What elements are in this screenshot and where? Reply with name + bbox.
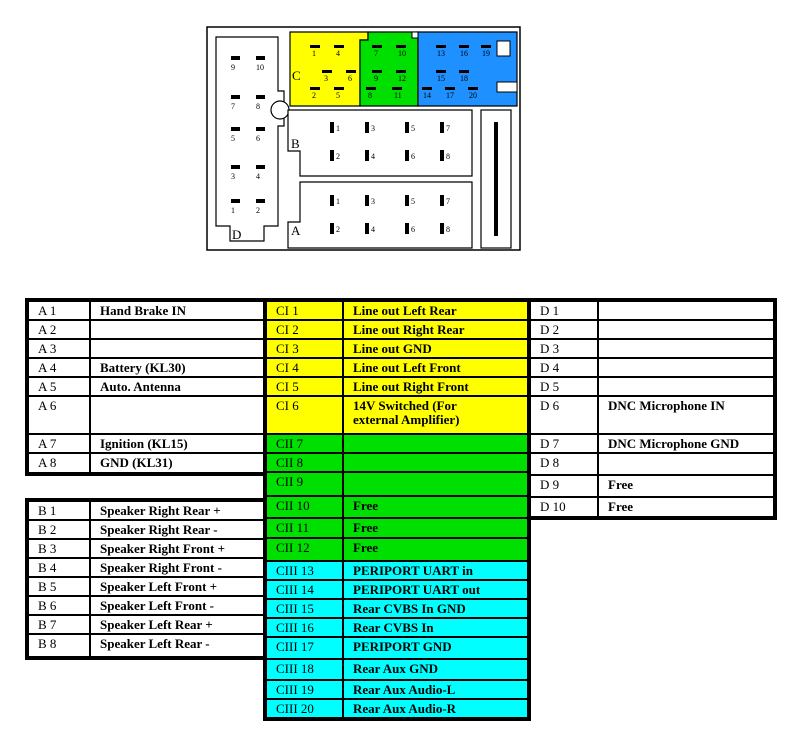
pin-id-cell: CIII 13 (266, 561, 343, 580)
pin-number: 1 (336, 197, 340, 206)
pin-number: 3 (231, 172, 235, 181)
pin-contact (440, 122, 444, 133)
pin-contact (372, 70, 382, 73)
pin-id-cell: CII 11 (266, 518, 343, 538)
pin-description-cell: Speaker Right Front - (90, 558, 264, 577)
pin-id-cell: CIII 20 (266, 699, 343, 718)
pin-description-cell: DNC Microphone IN (598, 396, 774, 434)
pin-description-cell: Line out Left Rear (343, 301, 528, 320)
pin-id-cell: CII 12 (266, 538, 343, 561)
pin-number: 10 (256, 63, 264, 72)
pin-contact (372, 45, 382, 48)
pin-number: 19 (482, 49, 490, 58)
pin-id-cell: A 7 (28, 434, 90, 453)
pin-contact (440, 223, 444, 234)
pin-contact (322, 70, 332, 73)
pin-number: 3 (324, 74, 328, 83)
pin-number: 14 (423, 91, 431, 100)
pin-id-cell: D 9 (530, 475, 598, 497)
block-letter-c: C (292, 68, 301, 83)
pin-number: 8 (368, 91, 372, 100)
pin-description-cell: Speaker Right Front + (90, 539, 264, 558)
pin-description-cell: Rear CVBS In GND (343, 599, 528, 618)
pin-contact (365, 122, 369, 133)
pin-description-cell: Rear Aux Audio-L (343, 680, 528, 699)
pin-id-cell: B 2 (28, 520, 90, 539)
pin-id-cell: B 7 (28, 615, 90, 634)
pin-contact (334, 45, 344, 48)
pin-description-cell: Speaker Left Front + (90, 577, 264, 596)
pin-id-cell: B 3 (28, 539, 90, 558)
pin-description-cell: Auto. Antenna (90, 377, 264, 396)
pin-contact (366, 87, 376, 90)
pin-contact (468, 87, 478, 90)
pin-number: 7 (374, 49, 378, 58)
pin-contact (422, 87, 432, 90)
pin-description-cell: Speaker Right Rear + (90, 501, 264, 520)
pin-id-cell: CIII 18 (266, 659, 343, 680)
pin-number: 5 (411, 124, 415, 133)
pin-contact (334, 87, 344, 90)
pin-contact (459, 70, 469, 73)
pin-number: 7 (446, 197, 450, 206)
pin-number: 8 (256, 102, 260, 111)
pin-contact (346, 70, 356, 73)
pin-description-cell: Line out Right Front (343, 377, 528, 396)
pin-description-cell: GND (KL31) (90, 453, 264, 473)
pin-number: 2 (336, 225, 340, 234)
pin-description-cell: Rear CVBS In (343, 618, 528, 637)
pin-number: 17 (446, 91, 454, 100)
pin-id-cell: CII 9 (266, 472, 343, 496)
block-d-outline (216, 37, 284, 241)
pin-contact (445, 87, 455, 90)
pin-number: 1 (231, 206, 235, 215)
pin-number: 8 (446, 225, 450, 234)
pin-number: 2 (312, 91, 316, 100)
pin-number: 9 (231, 63, 235, 72)
pin-id-cell: CIII 16 (266, 618, 343, 637)
pin-id-cell: CI 6 (266, 396, 343, 434)
pin-number: 2 (336, 152, 340, 161)
pin-contact (231, 165, 240, 169)
pin-number: 12 (398, 74, 406, 83)
pin-contact (310, 87, 320, 90)
pin-id-cell: CIII 19 (266, 680, 343, 699)
pin-id-cell: CIII 15 (266, 599, 343, 618)
pin-id-cell: A 3 (28, 339, 90, 358)
pin-contact (396, 45, 406, 48)
block-c-top-key (412, 32, 418, 38)
pin-description-cell: Speaker Left Rear + (90, 615, 264, 634)
pin-id-cell: B 1 (28, 501, 90, 520)
pin-contact (256, 56, 265, 60)
pin-contact (405, 223, 409, 234)
pin-contact (365, 195, 369, 206)
pin-description-cell: Rear Aux GND (343, 659, 528, 680)
connector-latch-slot (494, 122, 498, 236)
pin-contact (440, 195, 444, 206)
pin-number: 3 (371, 197, 375, 206)
pin-number: 6 (348, 74, 352, 83)
pin-description-cell: Free (598, 497, 774, 517)
pin-contact (330, 195, 334, 206)
pin-description-cell: Line out Right Rear (343, 320, 528, 339)
pin-description-cell (598, 377, 774, 396)
pin-id-cell: D 2 (530, 320, 598, 339)
pin-id-cell: CI 2 (266, 320, 343, 339)
pin-id-cell: D 1 (530, 301, 598, 320)
pin-number: 20 (469, 91, 477, 100)
pin-id-cell: CII 8 (266, 453, 343, 472)
pin-contact (405, 195, 409, 206)
pin-contact (440, 150, 444, 161)
pin-contact (396, 70, 406, 73)
pin-number: 5 (411, 197, 415, 206)
pin-contact (310, 45, 320, 48)
pin-id-cell: CI 4 (266, 358, 343, 377)
pin-id-cell: B 6 (28, 596, 90, 615)
pin-contact (365, 150, 369, 161)
pin-description-cell: Ignition (KL15) (90, 434, 264, 453)
pin-contact (256, 165, 265, 169)
pin-id-cell: CIII 17 (266, 637, 343, 659)
pin-id-cell: D 3 (530, 339, 598, 358)
pin-contact (405, 150, 409, 161)
pin-number: 18 (460, 74, 468, 83)
pin-number: 4 (371, 152, 375, 161)
pin-id-cell: CII 7 (266, 434, 343, 453)
pin-description-cell (598, 301, 774, 320)
pin-description-cell: Free (598, 475, 774, 497)
pin-id-cell: A 2 (28, 320, 90, 339)
pin-contact (231, 95, 240, 99)
pin-number: 15 (437, 74, 445, 83)
pin-number: 7 (446, 124, 450, 133)
pin-id-cell: B 4 (28, 558, 90, 577)
pin-number: 6 (411, 152, 415, 161)
pin-description-cell: Free (343, 518, 528, 538)
pin-description-cell (343, 453, 528, 472)
pin-contact (256, 95, 265, 99)
pin-number: 5 (231, 134, 235, 143)
pin-number: 4 (336, 49, 340, 58)
pin-number: 8 (446, 152, 450, 161)
pin-number: 6 (256, 134, 260, 143)
pin-number: 7 (231, 102, 235, 111)
pin-description-cell: Speaker Left Front - (90, 596, 264, 615)
block-c-tab (497, 82, 517, 92)
pin-number: 3 (371, 124, 375, 133)
pin-contact (330, 223, 334, 234)
connector-key-hole (271, 101, 289, 119)
pin-description-cell: Free (343, 538, 528, 561)
pin-description-cell: PERIPORT UART in (343, 561, 528, 580)
pin-description-cell: Free (343, 496, 528, 518)
pin-description-cell (598, 339, 774, 358)
pin-description-cell: Line out GND (343, 339, 528, 358)
pin-number: 10 (398, 49, 406, 58)
pin-id-cell: D 10 (530, 497, 598, 517)
pin-number: 1 (336, 124, 340, 133)
pin-contact (365, 223, 369, 234)
pin-id-cell: B 5 (28, 577, 90, 596)
pin-contact (392, 87, 402, 90)
pin-number: 5 (336, 91, 340, 100)
pin-contact (459, 45, 469, 48)
pin-id-cell: A 1 (28, 301, 90, 320)
pin-contact (330, 150, 334, 161)
pin-contact (330, 122, 334, 133)
block-letter-b: B (291, 136, 300, 151)
pin-description-cell (343, 472, 528, 496)
pin-description-cell: Line out Left Front (343, 358, 528, 377)
pin-description-cell: PERIPORT UART out (343, 580, 528, 599)
pin-number: 16 (460, 49, 468, 58)
pin-contact (436, 70, 446, 73)
pin-description-cell: PERIPORT GND (343, 637, 528, 659)
pin-description-cell (598, 453, 774, 475)
pin-description-cell (598, 358, 774, 377)
pin-number: 2 (256, 206, 260, 215)
connector-diagram (0, 0, 800, 270)
pin-id-cell: A 4 (28, 358, 90, 377)
pin-description-cell (90, 320, 264, 339)
pin-number: 13 (437, 49, 445, 58)
pin-description-cell (598, 320, 774, 339)
pin-number: 4 (371, 225, 375, 234)
block-letter-d: D (232, 227, 242, 242)
pin-id-cell: D 4 (530, 358, 598, 377)
pin-number: 11 (394, 91, 402, 100)
pin-id-cell: A 8 (28, 453, 90, 473)
pin-number: 6 (411, 225, 415, 234)
pin-contact (256, 199, 265, 203)
pin-contact (231, 56, 240, 60)
pin-id-cell: A 6 (28, 396, 90, 434)
pin-id-cell: D 8 (530, 453, 598, 475)
pin-description-cell: Speaker Left Rear - (90, 634, 264, 657)
pin-description-cell: Battery (KL30) (90, 358, 264, 377)
pin-contact (231, 127, 240, 131)
block-a-outline (288, 182, 472, 248)
pin-id-cell: D 6 (530, 396, 598, 434)
block-letter-a: A (291, 223, 301, 238)
pin-description-cell: DNC Microphone GND (598, 434, 774, 453)
pin-number: 4 (256, 172, 260, 181)
pin-contact (256, 127, 265, 131)
pin-id-cell: D 7 (530, 434, 598, 453)
pin-contact (436, 45, 446, 48)
pin-description-cell (90, 339, 264, 358)
pin-description-cell: Rear Aux Audio-R (343, 699, 528, 718)
pin-description-cell: Speaker Right Rear - (90, 520, 264, 539)
block-c-yellow (290, 32, 368, 106)
pin-id-cell: A 5 (28, 377, 90, 396)
pin-number: 9 (374, 74, 378, 83)
pin-id-cell: CIII 14 (266, 580, 343, 599)
pin-contact (405, 122, 409, 133)
pin-description-cell (343, 434, 528, 453)
block-b-outline (288, 110, 472, 176)
pin-id-cell: CI 5 (266, 377, 343, 396)
pin-contact (481, 45, 491, 48)
pin-description-cell: 14V Switched (For external Amplifier) (343, 396, 528, 434)
block-c-notch (497, 41, 510, 56)
pin-id-cell: CII 10 (266, 496, 343, 518)
pin-id-cell: D 5 (530, 377, 598, 396)
pin-contact (231, 199, 240, 203)
pin-description-cell (90, 396, 264, 434)
pin-id-cell: CI 1 (266, 301, 343, 320)
pin-description-cell: Hand Brake IN (90, 301, 264, 320)
pin-number: 1 (312, 49, 316, 58)
pin-id-cell: CI 3 (266, 339, 343, 358)
pin-id-cell: B 8 (28, 634, 90, 657)
